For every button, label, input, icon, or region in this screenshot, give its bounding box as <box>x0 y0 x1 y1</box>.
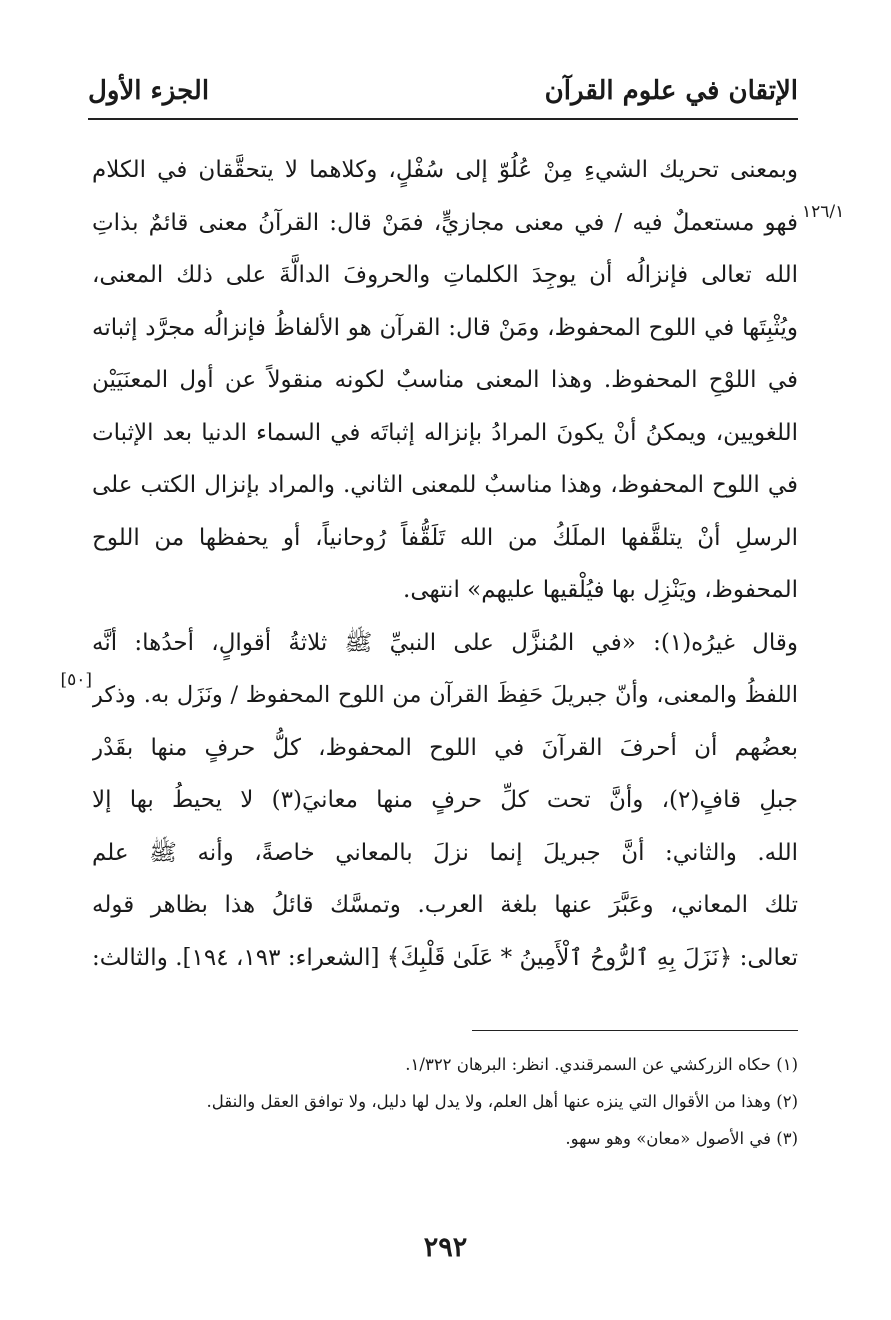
running-header <box>88 74 798 118</box>
page-number: ٢٩٢ <box>423 1232 468 1263</box>
text-line: ويُثْبِتَها في اللوح المحفوظ، ومَنْ قال: القرآن هو الألفاظُ فإنزالُه مجرَّد إثباته <box>92 314 798 341</box>
margin-note-edition-ref: ١٢٦/١ <box>802 202 845 222</box>
volume-title: الجزء الأول <box>88 76 210 106</box>
text-line: بعضُهم أن أحرفَ القرآنَ في اللوح المحفوظ، كلُّ حرفٍ منها بقَدْر <box>92 734 798 761</box>
text-line: الله تعالى فإنزالُه أن يوجِدَ الكلماتِ والحروفَ الدالَّةَ على ذلك المعنى، <box>92 262 798 288</box>
text-line: تلك المعاني، وعَبَّرَ عنها بلغة العرب. وتمسَّك قائلُ هذا بظاهر قوله <box>92 892 798 918</box>
text-line: اللفظُ والمعنى، وأنّ جبريلَ حَفِظَ القرآن من اللوح المحفوظ / ونَزَل به. وذكر <box>92 682 798 708</box>
book-title: الإتقان في علوم القرآن <box>544 76 798 106</box>
text-line: وقال غيرُه(١): «في المُنزَّل على النبيِّ ﷺ ثلاثةُ أقوالٍ، أحدُها: أنَّه <box>92 629 798 656</box>
text-line: وبمعنى تحريك الشيءِ مِنْ عُلُوّ إلى سُفْلٍ، وكلاهما لا يتحقَّقان في الكلام <box>92 157 798 183</box>
text-line: فهو مستعملٌ فيه / في معنى مجازيٍّ، فمَنْ قال: القرآنُ معنى قائمٌ بذاتِ <box>92 209 798 236</box>
margin-note-page-ref: [٥٠] <box>60 670 92 690</box>
text-line: تعالى: ﴿نَزَلَ بِهِ ٱلرُّوحُ ٱلْأَمِينُ * عَلَىٰ قَلْبِكَ﴾ [الشعراء: ١٩٣، ١٩٤]. والثالث: <box>92 944 798 971</box>
footnote: (١) حكاه الزركشي عن السمرقندي. انظر: البرهان ١/٣٢٢. <box>405 1055 798 1074</box>
header-divider <box>88 118 798 120</box>
main-text <box>92 144 798 984</box>
footnote-divider <box>472 1030 798 1031</box>
text-line: في اللوْحِ المحفوظ. وهذا المعنى مناسبٌ لكونه منقولاً عن أول المعنَيَيْن <box>92 367 798 393</box>
text-line: في اللوح المحفوظ، وهذا مناسبٌ للمعنى الثاني. والمراد بإنزال الكتب على <box>92 472 798 498</box>
text-line: الرسلِ أنْ يتلقَّفها الملَكُ من الله تَلَقُّفاً رُوحانياً، أو يحفظها من اللوح <box>92 524 798 551</box>
footnote: (٣) في الأصول «معان» وهو سهو. <box>565 1129 798 1148</box>
text-line: المحفوظ، ويَنْزِل بها فيُلْقيها عليهم» انتهى. <box>403 577 798 603</box>
text-line: اللغويين، ويمكنُ أنْ يكونَ المرادُ بإنزاله إثباتَه في السماء الدنيا بعد الإثبات <box>92 419 798 446</box>
text-line: الله. والثاني: أنَّ جبريلَ إنما نزلَ بالمعاني خاصةً، وأنه ﷺ علم <box>92 839 798 866</box>
footnote: (٢) وهذا من الأقوال التي ينزه عنها أهل العلم، ولا يدل لها دليل، ولا توافق العقل والنقل. <box>206 1092 798 1111</box>
text-line: جبلِ قافٍ(٢)، وأنَّ تحت كلِّ حرفٍ منها معانيَ(٣) لا يحيطُ بها إلا <box>92 787 798 813</box>
footnotes <box>92 1046 798 1157</box>
